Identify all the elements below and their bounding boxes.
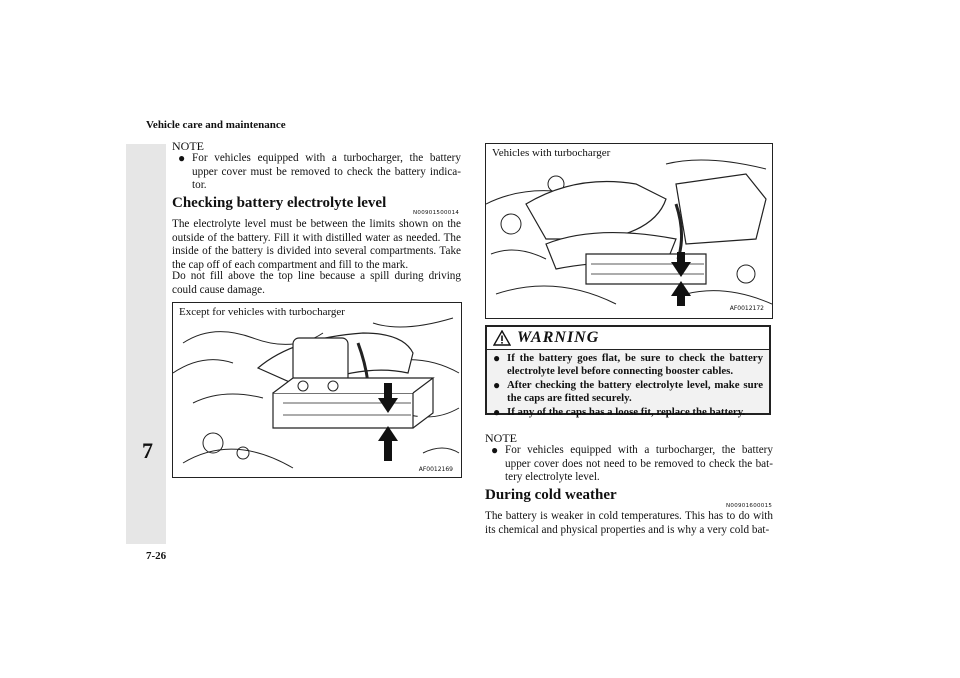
section-heading-cold-weather: During cold weather xyxy=(485,487,617,503)
chapter-tab-number: 7 xyxy=(142,438,153,463)
warning-item-text: If the battery goes flat, be sure to check the battery electrolyte level before connecting booster cables. xyxy=(507,352,763,378)
note-item-text: For vehicles equipped with a turbocharger, the battery upper cover must be removed to check the battery indica-tor. xyxy=(192,152,461,192)
note-item-text: For vehicles equipped with a turbocharger, the battery upper cover does not need to be removed to check the bat-tery electrolyte level. xyxy=(505,444,773,484)
figure-id: AF0012169 xyxy=(418,466,453,473)
warning-item-text: After checking the battery electrolyte level, make sure the caps are fitted securely. xyxy=(507,378,763,405)
warning-title: WARNING xyxy=(517,329,600,346)
warning-header xyxy=(487,327,769,350)
heading-code-electrolyte: N00901500014 xyxy=(413,210,460,216)
warning-list xyxy=(493,352,763,419)
figure-id: AF0012172 xyxy=(729,305,764,312)
battery-illustration-standard xyxy=(173,303,461,477)
warning-item xyxy=(493,406,763,420)
paragraph-electrolyte: The electrolyte level must be between the limits shown on the outside of the battery. Fill it with distilled water as needed. The inside of the battery is divided into several compartments. Take the cap off of each compartment and fill to the mark. xyxy=(172,218,461,271)
note-item-right xyxy=(491,444,773,485)
bullet-icon: ● xyxy=(493,404,501,419)
heading-code-cold-weather: N00901600015 xyxy=(726,503,773,509)
battery-illustration-turbo xyxy=(486,144,772,318)
figure-battery-standard xyxy=(172,302,462,478)
bullet-icon: ● xyxy=(493,377,501,392)
chapter-tab xyxy=(126,144,166,544)
warning-item-text: If any of the caps has a loose fit, replace the battery. xyxy=(507,405,746,418)
warning-item xyxy=(493,352,763,379)
note-label-right: NOTE xyxy=(485,431,517,445)
warning-item xyxy=(493,379,763,406)
bullet-icon: ● xyxy=(491,443,499,457)
warning-triangle-icon xyxy=(493,330,511,346)
paragraph-overfill: Do not fill above the top line because a spill during driving could cause damage. xyxy=(172,270,461,296)
figure-caption: Except for vehicles with turbocharger xyxy=(179,306,345,318)
page-number: 7-26 xyxy=(146,550,167,562)
figure-caption: Vehicles with turbocharger xyxy=(492,147,611,159)
note-item-left xyxy=(178,152,461,193)
warning-box xyxy=(485,325,771,419)
paragraph-cold-weather: The battery is weaker in cold temperatures. This has to do with its chemical and physical properties and is why a very cold bat- xyxy=(485,510,773,536)
section-header: Vehicle care and maintenance xyxy=(146,119,286,131)
section-heading-electrolyte: Checking battery electrolyte level xyxy=(172,195,387,211)
figure-battery-turbo xyxy=(485,143,773,319)
note-label-left: NOTE xyxy=(172,139,204,153)
bullet-icon: ● xyxy=(493,351,501,365)
bullet-icon: ● xyxy=(178,151,186,165)
